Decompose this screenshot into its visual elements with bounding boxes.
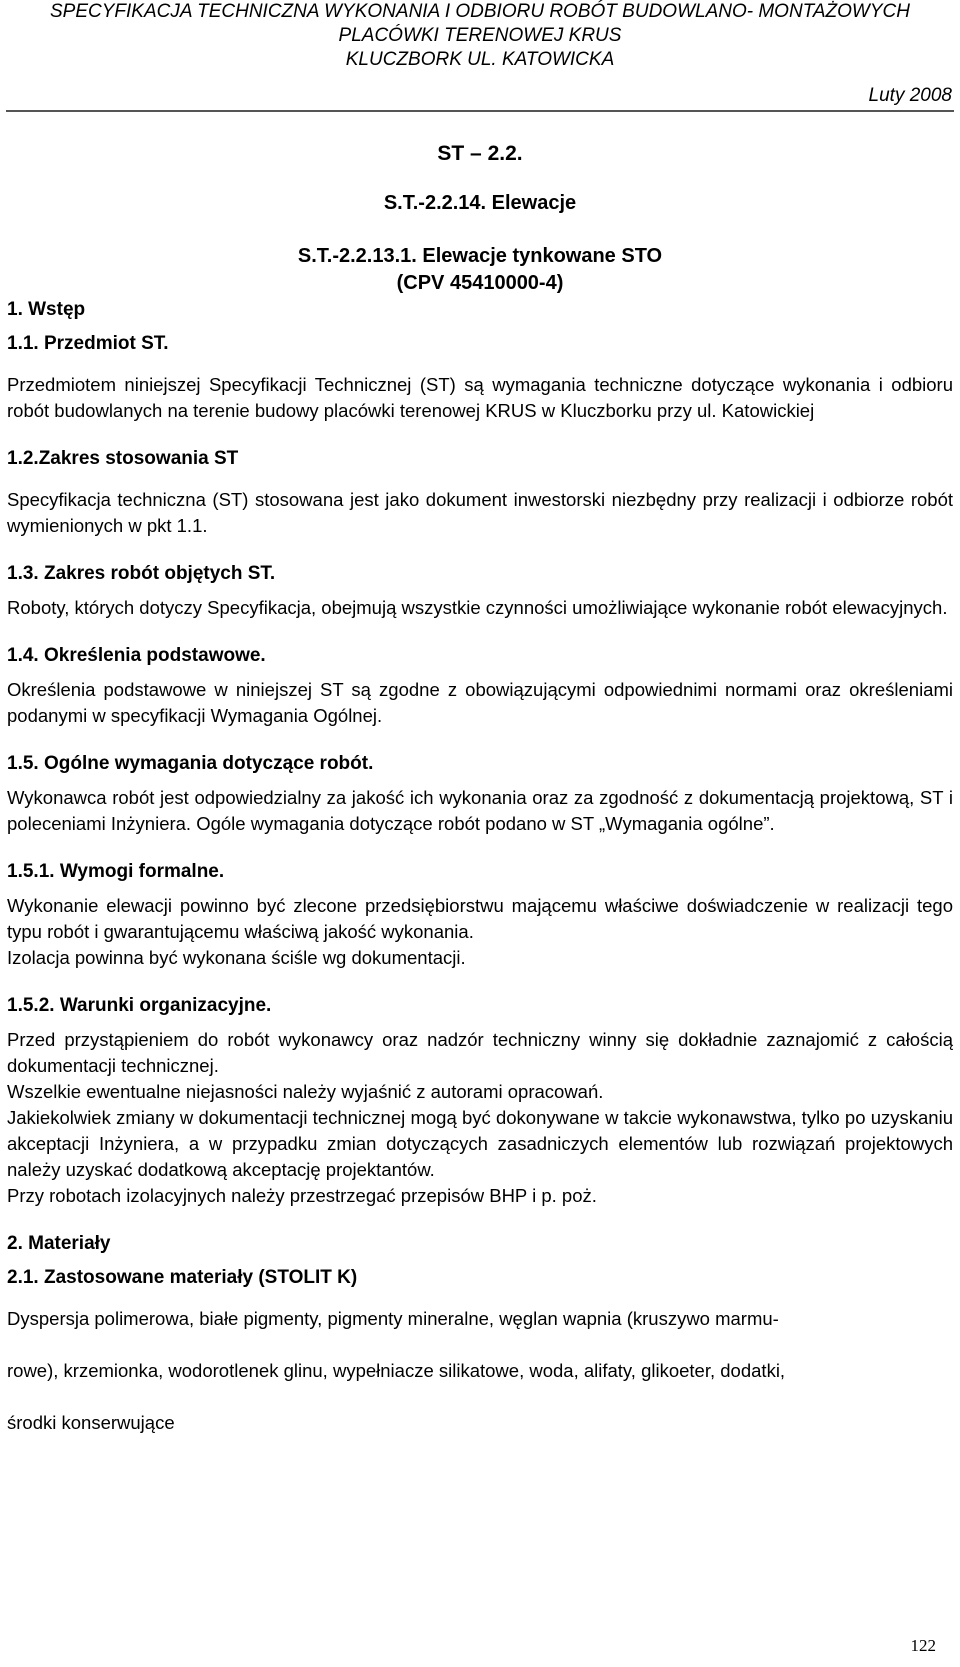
section-1-1-text: Przedmiotem niniejszej Specyfikacji Technicznej (ST) są wymagania techniczne dotyczące wykonania i odbioru robót budowlanych na terenie budowy placówki terenowej KRUS w Kluczborku przy ul. Katowickiej	[7, 374, 953, 421]
section-1-4-heading: 1.4. Określenia podstawowe.	[7, 645, 266, 666]
header-title-line-1: SPECYFIKACJA TECHNICZNA WYKONANIA I ODBIORU ROBÓT BUDOWLANO- MONTAŻOWYCH	[50, 1, 910, 22]
section-1-5-heading: 1.5. Ogólne wymagania dotyczące robót.	[7, 753, 374, 774]
section-1-1-heading: 1.1. Przedmiot ST.	[7, 333, 169, 354]
section-1-5-2-text-4: Przy robotach izolacyjnych należy przestrzegać przepisów BHP i p. poż.	[7, 1185, 597, 1206]
section-2-1-text-line-1: Dyspersja polimerowa, białe pigmenty, pigmenty mineralne, węglan wapnia (kruszywo marmu-	[7, 1308, 779, 1329]
section-2-1-text-line-3: środki konserwujące	[7, 1412, 175, 1433]
section-1-3-text: Roboty, których dotyczy Specyfikacja, obejmują wszystkie czynności umożliwiające wykonanie robót elewacyjnych.	[7, 597, 948, 618]
section-1-4-text: Określenia podstawowe w niniejszej ST są zgodne z obowiązującymi odpowiednimi normami oraz określeniami podanymi w specyfikacji Wymagania Ogólnej.	[7, 679, 953, 726]
section-1-5-1-text-2: Izolacja powinna być wykonana ściśle wg dokumentacji.	[7, 947, 466, 968]
section-1-5-2-text-2: Wszelkie ewentualne niejasności należy wyjaśnić z autorami opracowań.	[7, 1081, 604, 1102]
section-1-5-1-text-1: Wykonanie elewacji powinno być zlecone przedsiębiorstwu mającemu właściwe doświadczenie w realizacji tego typu robót i gwarantującemu właściwą jakość wykonania.	[7, 895, 953, 942]
section-1-3-heading: 1.3. Zakres robót objętych ST.	[7, 563, 276, 584]
section-2-1-text-line-2: rowe), krzemionka, wodorotlenek glinu, wypełniacze silikatowe, woda, alifaty, glikoeter, dodatki,	[7, 1360, 786, 1381]
section-1-5-text: Wykonawca robót jest odpowiedzialny za jakość ich wykonania oraz za zgodność z dokumentacją projektową, ST i poleceniami Inżyniera. Ogóle wymagania dotyczące robót podano w ST „Wymagania ogólne”.	[7, 787, 953, 834]
document-header	[0, 0, 960, 106]
section-2-1-heading: 2.1. Zastosowane materiały (STOLIT K)	[7, 1267, 358, 1288]
page-number: 122	[910, 1636, 936, 1655]
section-1-5-2-text-3: Jakiekolwiek zmiany w dokumentacji technicznej mogą być dokonywane w takcie wykonawstwa, tylko po uzyskaniu akceptacji Inżyniera, a w przypadku zmian dotyczących zasadniczych elementów lub rozwiązań projektowych należy uzyskać dodatkową akceptację projektantów.	[7, 1107, 953, 1180]
section-1-5-1-heading: 1.5.1. Wymogi formalne.	[7, 861, 225, 882]
section-1-heading: 1. Wstęp	[7, 299, 86, 320]
header-date: Luty 2008	[868, 85, 952, 106]
header-divider	[6, 110, 954, 112]
document-body	[7, 140, 953, 1462]
cpv-code: (CPV 45410000-4)	[396, 272, 564, 294]
section-1-2-heading: 1.2.Zakres stosowania ST	[7, 448, 239, 469]
section-1-2-text: Specyfikacja techniczna (ST) stosowana jest jako dokument inwestorski niezbędny przy realizacji i odbiorze robót wymienionych w pkt 1.1.	[7, 489, 953, 536]
st-number-title: ST – 2.2.	[437, 142, 523, 165]
section-1-5-2-heading: 1.5.2. Warunki organizacyjne.	[7, 995, 272, 1016]
section-1-5-2-text-1: Przed przystąpieniem do robót wykonawcy oraz nadzór techniczny winny się dokładnie zaznajomić z całością dokumentacji technicznej.	[7, 1029, 953, 1076]
section-2-heading: 2. Materiały	[7, 1233, 111, 1254]
elewacje-tynkowane-title: S.T.-2.2.13.1. Elewacje tynkowane STO	[297, 245, 663, 267]
header-title-line-2: PLACÓWKI TERENOWEJ KRUS	[338, 25, 622, 46]
elewacje-title: S.T.-2.2.14. Elewacje	[383, 192, 577, 214]
header-title-line-3: KLUCZBORK UL. KATOWICKA	[345, 49, 615, 70]
